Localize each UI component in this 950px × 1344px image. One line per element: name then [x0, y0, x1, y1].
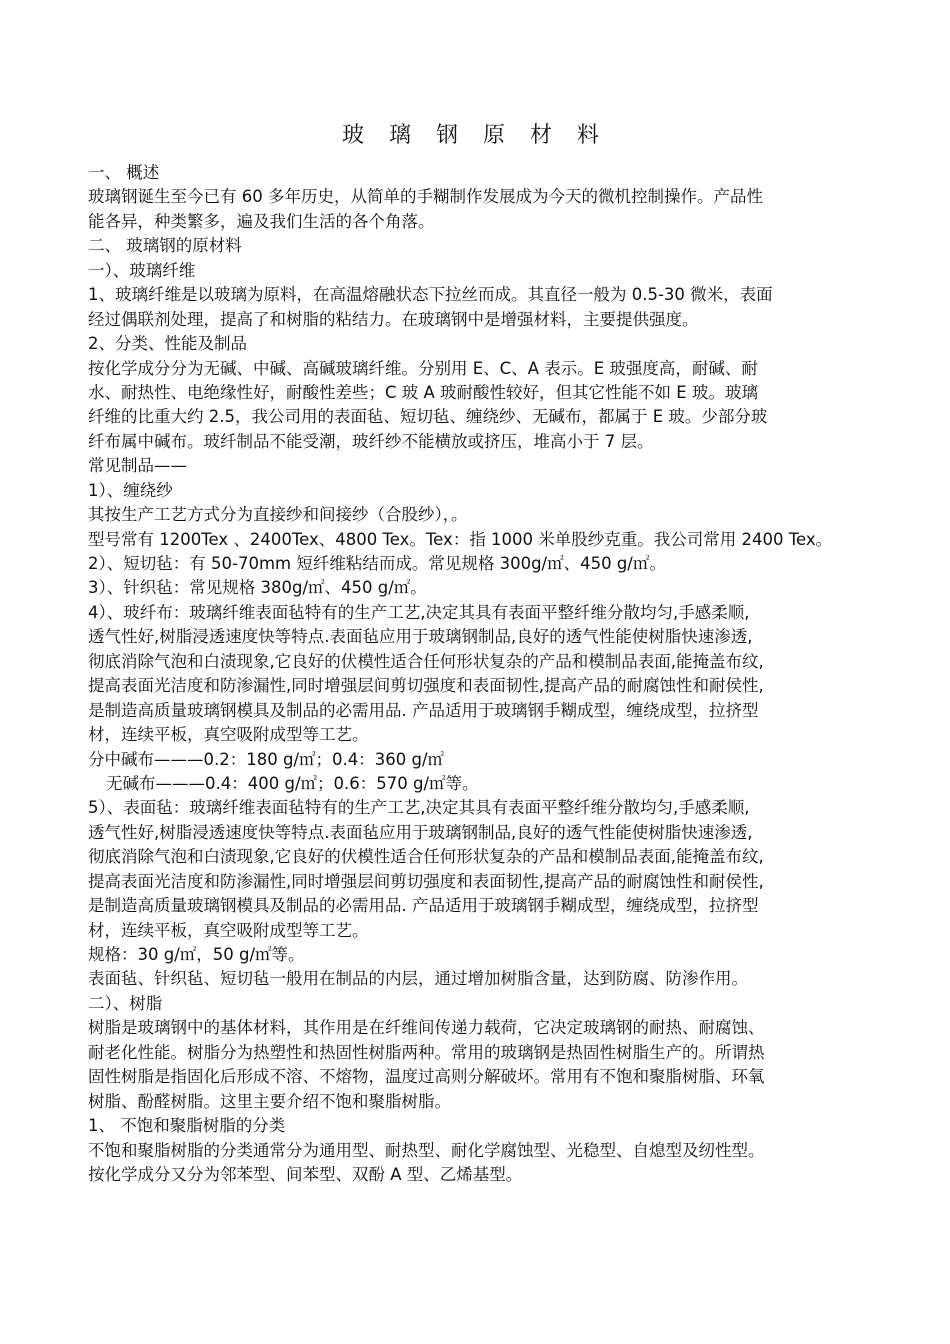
spec-line: 无碱布———0.4：400 g/㎡；0.6：570 g/㎡等。	[106, 773, 479, 793]
document-title: 玻 璃 钢 原 材 料	[342, 123, 608, 148]
spec-line: 分中碱布———0.2：180 g/㎡；0.4：360 g/㎡	[88, 749, 445, 769]
paragraph-line: 是制造高质量玻璃钢模具及制品的必需用品. 产品适用于玻璃钢手糊成型，缠绕成型，拉挤型	[88, 700, 759, 720]
paragraph-line: 耐老化性能。树脂分为热塑性和热固性树脂两种。常用的玻璃钢是热固性树脂生产的。所谓热	[88, 1042, 765, 1062]
spec-line: 规格：30 g/㎡，50 g/㎡等。	[88, 945, 305, 964]
paragraph-line: 固性树脂是指固化后形成不溶、不熔物，温度过高则分解破坏。常用有不饱和聚脂树脂、环氧	[88, 1067, 765, 1087]
paragraph-line: 材，连续平板，真空吸附成型等工艺。	[88, 725, 369, 745]
paragraph-line: 按化学成分分为无碱、中碱、高碱玻璃纤维。分别用 E、C、A 表示。E 玻强度高，耐碱、耐	[88, 358, 758, 378]
paragraph-line: 透气性好,树脂浸透速度快等特点.表面毡应用于玻璃钢制品,良好的透气性能使树脂快速渗透,	[88, 822, 753, 842]
item-heading: 常见制品——	[88, 456, 187, 476]
section-heading-materials: 二、 玻璃钢的原材料	[88, 236, 242, 256]
document-body	[88, 161, 878, 1187]
paragraph-line: 纤维的比重大约 2.5，我公司用的表面毡、短切毡、缠绕纱、无碱布，都属于 E 玻。少部分玻	[88, 407, 768, 427]
paragraph-line: 5）、表面毡：玻璃纤维表面毡特有的生产工艺,决定其具有表面平整纤维分散均匀,手感柔顺,	[88, 798, 750, 818]
paragraph-line: 不饱和聚脂树脂的分类通常分为通用型、耐热型、耐化学腐蚀型、光稳型、自熄型及纫性型。	[88, 1140, 765, 1160]
paragraph-line: 透气性好,树脂浸透速度快等特点.表面毡应用于玻璃钢制品,良好的透气性能使树脂快速渗透,	[88, 627, 753, 647]
paragraph-line: 其按生产工艺方式分为直接纱和间接纱（合股纱），。	[88, 505, 468, 525]
paragraph-line: 提高表面光洁度和防渗漏性,同时增强层间剪切强度和表面韧性,提高产品的耐腐蚀性和耐侯性,	[88, 676, 764, 696]
paragraph-line: 经过偶联剂处理，提高了和树脂的粘结力。在玻璃钢中是增强材料，主要提供强度。	[88, 309, 699, 329]
paragraph-line: 1、玻璃纤维是以玻璃为原料，在高温熔融状态下拉丝而成。其直径一般为 0.5-30 微米，表面	[88, 285, 773, 305]
item-heading: 1）、缠绕纱	[88, 480, 173, 500]
paragraph-line: 4）、玻纤布：玻璃纤维表面毡特有的生产工艺,决定其具有表面平整纤维分散均匀,手感柔顺,	[88, 602, 750, 622]
paragraph-line: 2）、短切毡：有 50-70mm 短纤维粘结而成。常见规格 300g/㎡、450 g/㎡。	[88, 554, 666, 573]
paragraph-line: 3）、针织毡：常见规格 380g/㎡、450 g/㎡。	[88, 578, 427, 598]
paragraph-line: 是制造高质量玻璃钢模具及制品的必需用品. 产品适用于玻璃钢手糊成型，缠绕成型，拉挤型	[88, 896, 759, 916]
paragraph-line: 水、耐热性、电绝缘性好，耐酸性差些；C 玻 A 玻耐酸性较好，但其它性能不如 E 玻。玻璃	[88, 382, 758, 402]
paragraph-line: 彻底消除气泡和白渍现象,它良好的伏模性适合任何形状复杂的产品和模制品表面,能掩盖布纹,	[88, 847, 764, 867]
section-heading-overview: 一、 概述	[88, 163, 160, 182]
item-heading: 1、 不饱和聚脂树脂的分类	[88, 1116, 286, 1136]
paragraph-line: 玻璃钢诞生至今已有 60 多年历史，从简单的手糊制作发展成为今天的微机控制操作。产品性	[88, 187, 763, 207]
paragraph-line: 纤布属中碱布。玻纤制品不能受潮，玻纤纱不能横放或挤压，堆高小于 7 层。	[88, 431, 654, 451]
paragraph-line: 表面毡、针织毡、短切毡一般用在制品的内层，通过增加树脂含量，达到防腐、防渗作用。	[88, 969, 748, 989]
paragraph-line: 型号常有 1200Tex 、2400Tex、4800 Tex。Tex：指 1000 米单股纱克重。我公司常用 2400 Tex。	[88, 529, 833, 549]
paragraph-line: 按化学成分又分为邻苯型、间苯型、双酚 A 型、乙烯基型。	[88, 1164, 523, 1184]
paragraph-line: 树脂是玻璃钢中的基体材料，其作用是在纤维间传递力载荷，它决定玻璃钢的耐热、耐腐蚀、	[88, 1018, 765, 1038]
paragraph-line: 彻底消除气泡和白渍现象,它良好的伏模性适合任何形状复杂的产品和模制品表面,能掩盖布纹,	[88, 651, 764, 671]
subsection-heading-resin: 二）、树脂	[88, 993, 163, 1013]
paragraph-line: 材，连续平板，真空吸附成型等工艺。	[88, 920, 369, 940]
paragraph-line: 提高表面光洁度和防渗漏性,同时增强层间剪切强度和表面韧性,提高产品的耐腐蚀性和耐侯性,	[88, 871, 764, 891]
item-heading: 2、分类、性能及制品	[88, 334, 247, 354]
subsection-heading-glass-fiber: 一）、玻璃纤维	[88, 260, 196, 280]
paragraph-line: 树脂、酚醛树脂。这里主要介绍不饱和聚脂树脂。	[88, 1091, 451, 1111]
paragraph-line: 能各异，种类繁多，遍及我们生活的各个角落。	[88, 211, 435, 231]
